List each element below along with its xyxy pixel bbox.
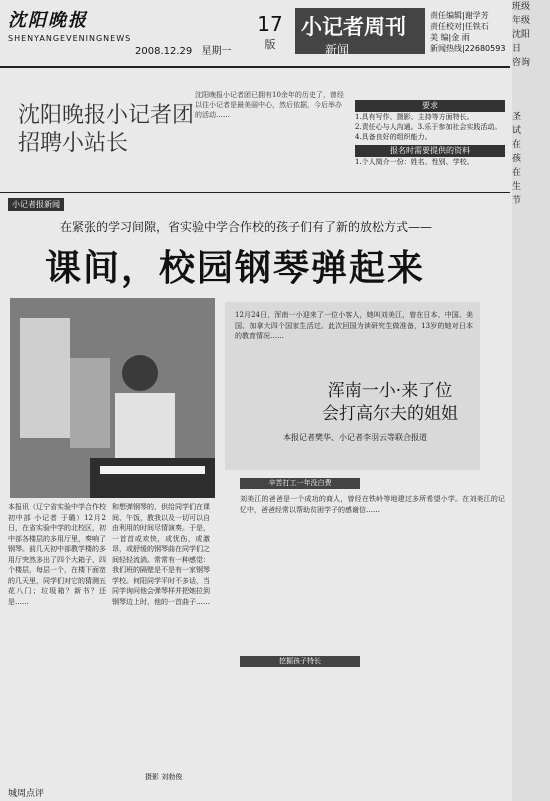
logo-text: 沈阳晚报 <box>8 10 88 31</box>
photo-illustration <box>10 298 215 498</box>
logo-english: SHENYANGEVENINGNEWS <box>8 34 132 43</box>
subheadline: 在紧张的学习间隙，省实验中学合作校的孩子们有了新的放松方式—— <box>60 220 433 234</box>
recruit-requirements: 要求 1.具有写作、摄影、主持等方面特长。 2.责任心与人沟通。3.乐于参加社会实践活动。4.具备良好的组织能力。 报名时需要提供的资料 1.个人简介一份：姓名、性别、学校。 <box>355 100 505 167</box>
recruit-intro: 沈阳晚报小记者团已拥有10余年的历史了，曾经以往小记者是最美丽中心，然后依据，今后举办的活动…… <box>195 91 344 119</box>
weekly-banner: 小记者周刊 新闻 <box>295 8 425 54</box>
page-number: 17 <box>257 12 283 36</box>
issue-date: 2008.12.29 星期一 <box>135 46 232 57</box>
bottom-section-tag: 城周点评 <box>8 789 45 799</box>
subheading-1: 辛苦打工一年没白费 <box>240 478 360 489</box>
recruit-title: 沈阳晚报小记者团 招聘小站长 <box>18 103 195 156</box>
masthead-logo <box>8 6 132 66</box>
section-rule <box>0 192 510 193</box>
subheading-2: 挖掘孩子特长 <box>240 656 360 667</box>
headline: 课间，校园钢琴弹起来 <box>45 247 426 289</box>
article-column-2: 和想弹钢琴的，供给同学们在课间、午饭，教我以及一切可以自由利用的时间尽情演奏。于是，一首首或欢快，或忧伤，或激昂，或舒缓的钢琴曲在同学们之间轻轻流淌。常常有一种感觉：我们班的隔壁是不是有一家钢琴学校。何阳同学平时不多话，当同学询问他会弹琴样并把她拉到钢琴边上时，他的一首曲子…… <box>112 503 210 606</box>
photo-credit: 摄影 刘勃俊 <box>145 773 183 781</box>
article-column-1: 本报讯（辽宁省实验中学合作校初中部 小记者 于璐）12月2日，在省实验中学的北校区，初中部各楼层的多用厅里，奏响了钢琴。前几天初中部教学楼的多用厅突然多出了四个大箱子，四个楼层，每层一个，在楼下面宽的几天里，同学们对它的猜测五花八门；垃圾箱？新书？还是…… <box>8 503 106 606</box>
masthead-rule <box>0 66 510 68</box>
editor-credits: 责任编辑|谢学芳 责任校对|任铁石 美 编|金 雨 新闻热线|22680593 <box>430 11 506 53</box>
story-column: 刘美江的爸爸是一个成功的商人，曾经在铁岭等地建过多所希望小学。在刘美江的记忆中，爸爸经常以帮助贫困学子的感谢信…… <box>240 495 505 514</box>
story-intro: 12月24日，浑南一小迎来了一位小客人，她叫刘美江，曾在日本、中国、美国、加拿大四个国家生活过。此次回国为读研究生做准备，13岁的她对日本的教育情况…… <box>235 311 473 340</box>
section-tag: 小记者报新闻 <box>8 198 64 211</box>
story-byline: 本报记者樊华、小记者李羽云等联合报道 <box>283 433 427 442</box>
story-title: 浑南一小·来了位 会打高尔夫的姐姐 <box>322 381 458 424</box>
piano-photo <box>10 298 215 498</box>
page-label: 版 <box>264 38 276 51</box>
adjacent-page-strip: 班级 年级 沈阳 日 咨询 圣 试 在 孩 在 生 节 <box>512 0 550 801</box>
